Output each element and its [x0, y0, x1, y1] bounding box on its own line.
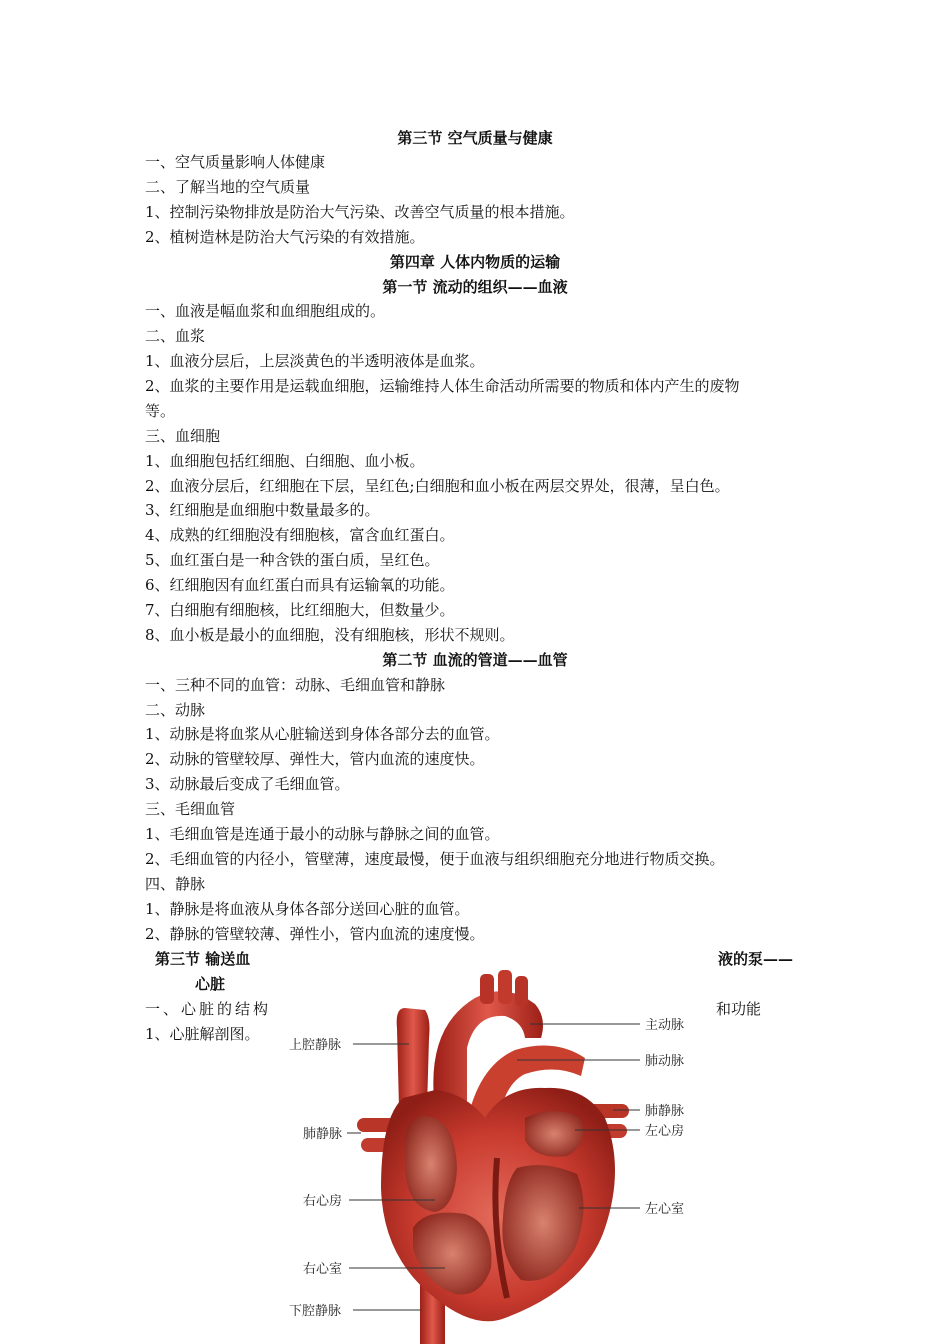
text-line: 三、血细胞: [145, 427, 221, 445]
text-line: 一、空气质量影响人体健康: [145, 153, 326, 171]
text-line: 2、动脉的管壁较厚、弹性大，管内血流的速度快。: [145, 750, 485, 768]
text-line: 二、了解当地的空气质量: [145, 178, 311, 196]
text-line: 三、毛细血管: [145, 800, 236, 818]
text-line: 2、血液分层后，红细胞在下层，呈红色;白细胞和血小板在两层交界处，很薄，呈白色。: [145, 477, 730, 495]
text-line: 一、心脏的结构: [145, 1000, 272, 1018]
label-pulmonary-vein-right: 肺静脉: [645, 1104, 685, 1119]
section-title-heart-part1: 第三节 输送血: [155, 950, 251, 968]
heart-anatomy-figure: [285, 968, 705, 1344]
label-left-ventricle: 左心室: [645, 1202, 685, 1217]
text-line: 1、毛细血管是连通于最小的动脉与静脉之间的血管。: [145, 825, 500, 843]
text-line: 四、静脉: [145, 875, 206, 893]
text-line: 二、血浆: [145, 327, 206, 345]
label-right-atrium: 右心房: [303, 1194, 343, 1209]
label-left-atrium: 左心房: [645, 1124, 685, 1139]
text-line: 1、动脉是将血浆从心脏输送到身体各部分去的血管。: [145, 725, 500, 743]
section-title-heart-part3: 心脏: [195, 975, 226, 993]
text-line: 1、静脉是将血液从身体各部分送回心脏的血管。: [145, 900, 470, 918]
section-title-heart-part2: 液的泵——: [718, 950, 794, 968]
text-line: 2、静脉的管壁较薄、弹性小，管内血流的速度慢。: [145, 925, 485, 943]
heart-body: [381, 1088, 615, 1321]
text-line: 5、血红蛋白是一种含铁的蛋白质，呈红色。: [145, 551, 440, 569]
text-line: 和功能: [716, 1000, 762, 1018]
label-aorta: 主动脉: [645, 1018, 685, 1033]
text-line: 8、血小板是最小的血细胞，没有细胞核，形状不规则。: [145, 626, 515, 644]
text-line: 一、三种不同的血管：动脉、毛细血管和静脉: [145, 676, 446, 694]
text-line: 2、植树造林是防治大气污染的有效措施。: [145, 228, 425, 246]
text-line: 1、血液分层后，上层淡黄色的半透明液体是血浆。: [145, 352, 485, 370]
text-line: 一、血液是幅血浆和血细胞组成的。: [145, 302, 386, 320]
label-right-ventricle: 右心室: [303, 1262, 343, 1277]
label-pulmonary-vein-left: 肺静脉: [303, 1127, 343, 1142]
section-title-blood: 第一节 流动的组织——血液: [382, 278, 568, 296]
text-line: 6、红细胞因有血红蛋白而具有运输氧的功能。: [145, 576, 455, 594]
label-inferior-vena-cava: 下腔静脉: [289, 1304, 342, 1319]
text-line: 等。: [145, 402, 176, 420]
section-title-vessels: 第二节 血流的管道——血管: [382, 651, 568, 669]
text-line: 1、控制污染物排放是防治大气污染、改善空气质量的根本措施。: [145, 203, 575, 221]
text-line: 3、红细胞是血细胞中数量最多的。: [145, 501, 380, 519]
section-title-air-quality: 第三节 空气质量与健康: [397, 129, 553, 147]
text-line: 1、血细胞包括红细胞、白细胞、血小板。: [145, 452, 425, 470]
text-line: 二、动脉: [145, 701, 206, 719]
text-line: 1、心脏解剖图。: [145, 1025, 260, 1043]
left-atrium-cavity: [525, 1111, 583, 1157]
text-line: 3、动脉最后变成了毛细血管。: [145, 775, 350, 793]
text-line: 7、白细胞有细胞核，比红细胞大，但数量少。: [145, 601, 455, 619]
text-line: 2、血浆的主要作用是运载血细胞，运输维持人体生命活动所需要的物质和体内产生的废物: [145, 377, 740, 395]
text-line: 4、成熟的红细胞没有细胞核，富含血红蛋白。: [145, 526, 455, 544]
text-line: 2、毛细血管的内径小，管壁薄，速度最慢，便于血液与组织细胞充分地进行物质交换。: [145, 850, 725, 868]
label-superior-vena-cava: 上腔静脉: [289, 1038, 342, 1053]
label-pulmonary-artery: 肺动脉: [645, 1054, 685, 1069]
chapter-title: 第四章 人体内物质的运输: [389, 253, 561, 271]
